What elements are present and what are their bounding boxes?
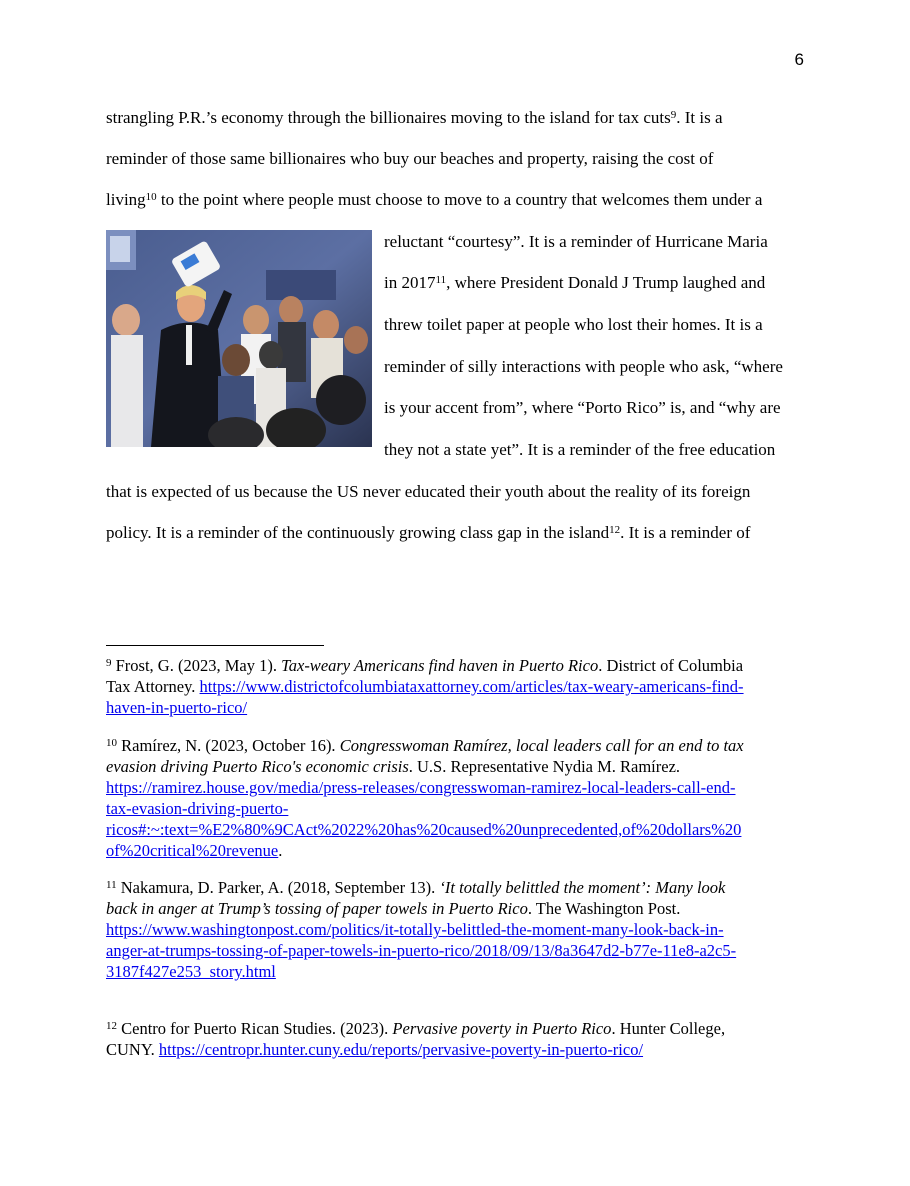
footnote-10: $^{10}$ Ramírez, N. (2023, October 16). Congresswoman Ramírez, local leaders call for an end to tax evasion driving Puerto Rico's economic crisis. U.S. Representative Nydia M. Ramírez. https://ramirez.house.gov/media/press-releases/congresswoman-ramirez-local-leaders-call-end- tax-evasion-driving-puerto- ricos#:~:text=%E2%80%9CAct%2022%20has%20caused%20unprecedented,of%20dollars%20 of%20critical%20revenue. <box>106 736 744 860</box>
body-line-5: in 2017$^{11}$, where President Donald J Trump laughed and <box>384 273 766 292</box>
body-line-3: living$^{10}$ to the point where people must choose to move to a country that welcomes them under a <box>106 190 763 209</box>
body-line-8: is your accent from”, where “Porto Rico” is, and “why are <box>384 398 781 417</box>
footnote-link[interactable]: ricos#:~:text=%E2%80%9CAct%2022%20has%20caused%20unprecedented,of%20dollars%20 <box>106 820 742 839</box>
news-photo <box>106 230 372 447</box>
body-line-1: strangling P.R.’s economy through the billionaires moving to the island for tax cuts$^9$. It is a <box>106 108 723 127</box>
footnote-ref-12[interactable]: 12 <box>609 524 621 537</box>
footnote-link[interactable]: 3187f427e253_story.html <box>106 962 276 981</box>
body-line-6: threw toilet paper at people who lost their homes. It is a <box>384 315 763 334</box>
footnote-ref-9[interactable]: 9 <box>670 109 677 122</box>
body-line-11: policy. It is a reminder of the continuously growing class gap in the island$^{12}$. It is a reminder of <box>106 523 751 542</box>
body-line-7: reminder of silly interactions with people who ask, “where <box>384 357 783 376</box>
footnote-link[interactable]: https://www.districtofcolumbiataxattorney.com/articles/tax-weary-americans-find- <box>199 677 744 696</box>
footnote-link[interactable]: anger-at-trumps-tossing-of-paper-towels-in-puerto-rico/2018/09/13/8a3647d2-b77e-11e8-a2c5- <box>106 941 737 960</box>
footnote-12: $^{12}$ Centro for Puerto Rican Studies. (2023). Pervasive poverty in Puerto Rico. Hunter College, CUNY. https://centropr.hunter.cuny.edu/reports/pervasive-poverty-in-puerto-rico/ <box>106 1019 726 1059</box>
body-line-4: reluctant “courtesy”. It is a reminder of Hurricane Maria <box>384 232 768 251</box>
footnote-ref-10[interactable]: 10 <box>145 191 157 204</box>
footnote-ref-11[interactable]: 11 <box>435 274 447 287</box>
body-line-9: they not a state yet”. It is a reminder of the free education <box>384 440 776 459</box>
footnote-link[interactable]: tax-evasion-driving-puerto- <box>106 799 289 818</box>
footnote-number: 10 <box>106 737 117 750</box>
footnote-number: 12 <box>106 1020 117 1033</box>
body-line-10: that is expected of us because the US never educated their youth about the reality of its foreign <box>106 482 751 501</box>
body-line-2: reminder of those same billionaires who buy our beaches and property, raising the cost of <box>106 149 714 168</box>
footnote-11: $^{11}$ Nakamura, D. Parker, A. (2018, September 13). ‘It totally belittled the moment’: Many look back in anger at Trump’s tossing of paper towels in Puerto Rico. The Washington Post. https://www.washingtonpost.com/politics/it-totally-belittled-the-moment-many-look-back-in- anger-at-trumps-tossing-of-paper-towels-in-puerto-rico/2018/09/13/8a3647d2-b77e-11e8-a2c5- 3187f427e253_story.html <box>106 878 737 981</box>
footnote-link[interactable]: https://ramirez.house.gov/media/press-releases/congresswoman-ramirez-local-leaders-call-end- <box>106 778 736 797</box>
footnote-link[interactable]: of%20critical%20revenue <box>106 841 279 860</box>
footnote-link[interactable]: https://centropr.hunter.cuny.edu/reports/pervasive-poverty-in-puerto-rico/ <box>158 1040 644 1059</box>
footnote-number: 9 <box>106 657 112 670</box>
footnote-separator <box>106 645 324 646</box>
page-number: 6 <box>794 50 804 69</box>
footnote-number: 11 <box>106 879 117 892</box>
footnote-link[interactable]: haven-in-puerto-rico/ <box>106 698 248 717</box>
footnote-9: $^9$ Frost, G. (2023, May 1). Tax-weary Americans find haven in Puerto Rico. District of Columbia Tax Attorney. https://www.districtofcolumbiataxattorney.com/articles/tax-weary-americans-find- haven-in-puerto-rico/ <box>106 656 744 717</box>
footnote-link[interactable]: https://www.washingtonpost.com/politics/it-totally-belittled-the-moment-many-look-back-in- <box>106 920 724 939</box>
